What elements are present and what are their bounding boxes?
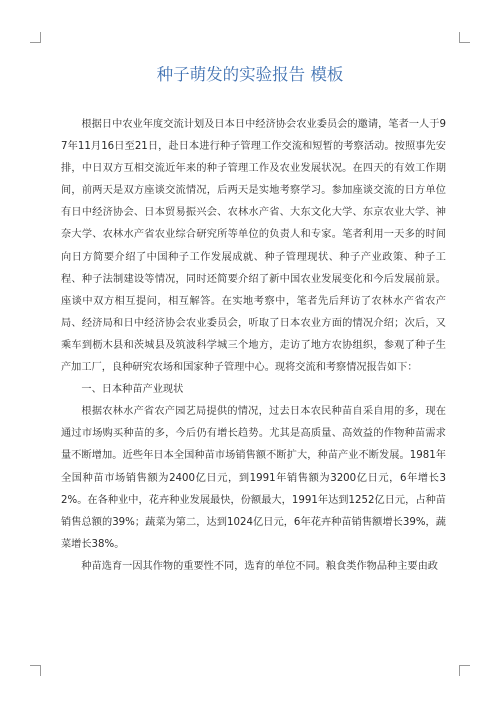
- crop-mark-bottom-left: [30, 665, 41, 676]
- section-heading: 一、日本种苗产业现状: [81, 384, 184, 396]
- crop-mark-top-left: [30, 32, 41, 43]
- crop-mark-bottom-right: [459, 665, 470, 676]
- paragraph-breeding: 种苗选育一因其作物的重要性不同，选育的单位不同。粮食类作物品种主要由政: [81, 560, 438, 572]
- crop-mark-top-right: [459, 32, 470, 43]
- paragraph-market: 根据农林水产省农产园艺局提供的情况，过去日本农民种苗自采自用的多，现在通过市场购买种苗的多，今后仍有增长趋势。尤其是高质量、高效益的作物种苗需求量不断增加。近些年日本全国种苗市场销售额不断扩大，种苗产业不断发展。1981年全国种苗市场销售额为2400亿日元，到1991年销售额为3200亿日元，6年增长32%。在各种业中，花卉种业发展最快，份额最大，1991年达到1252亿日元，占种苗销售总额的39%；蔬菜为第二，达到1024亿日元，6年花卉种苗销售额增长39%，蔬菜增长38%。: [61, 406, 446, 550]
- document-body: [61, 114, 446, 578]
- document-title: 种子萌发的实验报告 模板: [156, 65, 344, 84]
- paragraph-intro: 根据日中农业年度交流计划及日本日中经济协会农业委员会的邀请，笔者一人于97年11月16日至21日，赴日本进行种子管理工作交流和短暂的考察活动。按照事先安排，中日双方互相交流近年来的种子管理工作及农业发展状况。在四天的有效工作期间，前两天是双方座谈交流情况，后两天是实地考察学习。参加座谈交流的日方单位有日中经济协会、日本贸易振兴会、农林水产省、大东文化大学、东京农业大学、神奈大学、农林水产省农业综合研究所等单位的负责人和专家。笔者利用一天多的时间向日方简要介绍了中国种子工作发展成就、种子管理现状、种子产业政策、种子工程、种子法制建设等情况，同时还简要介绍了新中国农业发展变化和今后发展前景。座谈中双方相互提问，相互解答。在实地考察中，笔者先后拜访了农林水产省农产局、经济局和日中经济协会农业委员会，听取了日本农业方面的情况介绍；次后，又乘车到枥木县和茨城县及筑波科学城三个地方，走访了地方农协组织，参观了种子生产加工厂，良种研究农场和国家种子管理中心。现将交流和考察情况报告如下：: [61, 119, 446, 374]
